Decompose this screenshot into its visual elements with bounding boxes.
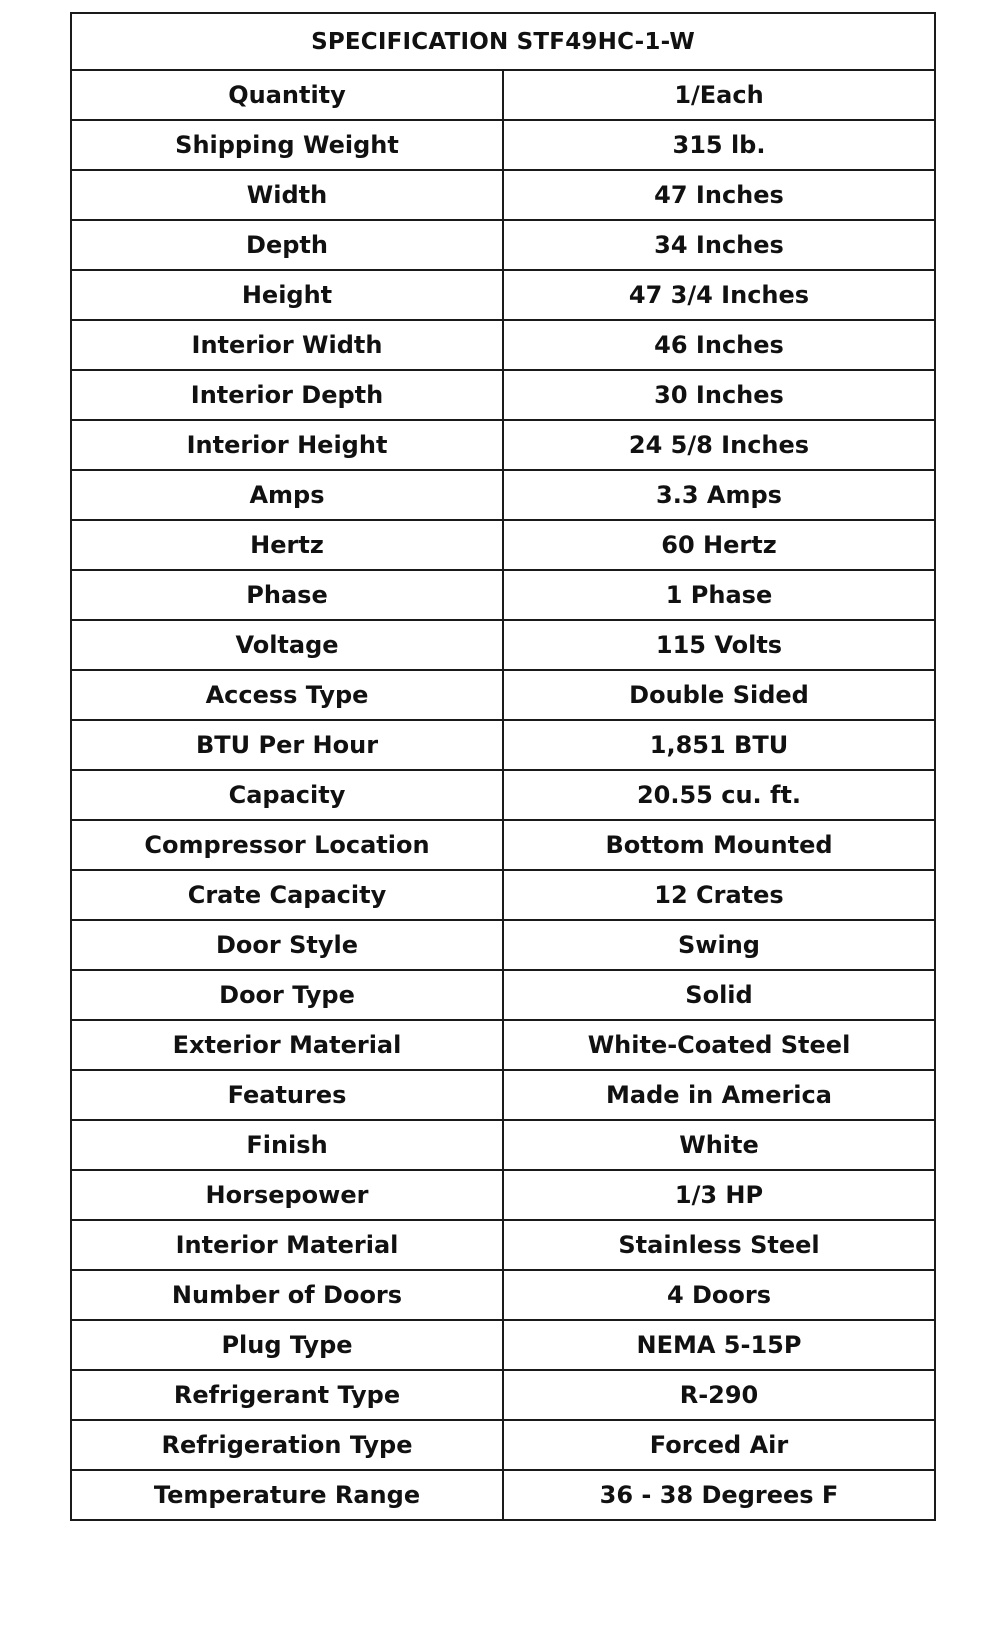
table-row [71, 1270, 935, 1320]
table-row [71, 720, 935, 770]
spec-label: Hertz [71, 520, 503, 570]
spec-value: 1/3 HP [503, 1170, 935, 1220]
table-row [71, 1470, 935, 1520]
table-row [71, 820, 935, 870]
spec-label: Width [71, 170, 503, 220]
spec-label: Access Type [71, 670, 503, 720]
spec-label: Height [71, 270, 503, 320]
specification-title: SPECIFICATION STF49HC-1-W [71, 13, 935, 70]
specification-table [70, 12, 936, 1521]
spec-label: Horsepower [71, 1170, 503, 1220]
specification-rows [71, 70, 935, 1520]
spec-label: Exterior Material [71, 1020, 503, 1070]
table-row [71, 970, 935, 1020]
table-row [71, 1120, 935, 1170]
spec-label: Temperature Range [71, 1470, 503, 1520]
spec-label: Interior Material [71, 1220, 503, 1270]
table-row [71, 1320, 935, 1370]
spec-value: R-290 [503, 1370, 935, 1420]
spec-value: Solid [503, 970, 935, 1020]
table-row [71, 70, 935, 120]
spec-value: 30 Inches [503, 370, 935, 420]
spec-value: 12 Crates [503, 870, 935, 920]
spec-value: 46 Inches [503, 320, 935, 370]
table-row [71, 870, 935, 920]
spec-label: Finish [71, 1120, 503, 1170]
spec-label: Interior Depth [71, 370, 503, 420]
table-row [71, 1220, 935, 1270]
spec-label: Refrigeration Type [71, 1420, 503, 1470]
spec-label: Capacity [71, 770, 503, 820]
spec-value: White-Coated Steel [503, 1020, 935, 1070]
spec-value: NEMA 5-15P [503, 1320, 935, 1370]
spec-value: 24 5/8 Inches [503, 420, 935, 470]
spec-value: 47 3/4 Inches [503, 270, 935, 320]
spec-value: 4 Doors [503, 1270, 935, 1320]
spec-value: Stainless Steel [503, 1220, 935, 1270]
spec-value: 3.3 Amps [503, 470, 935, 520]
spec-value: 47 Inches [503, 170, 935, 220]
spec-value: 34 Inches [503, 220, 935, 270]
spec-label: Door Style [71, 920, 503, 970]
table-row [71, 920, 935, 970]
spec-value: 115 Volts [503, 620, 935, 670]
spec-value: White [503, 1120, 935, 1170]
spec-label: Crate Capacity [71, 870, 503, 920]
spec-label: Number of Doors [71, 1270, 503, 1320]
table-row [71, 1020, 935, 1070]
table-row [71, 320, 935, 370]
table-row [71, 1420, 935, 1470]
table-row [71, 1170, 935, 1220]
table-row [71, 670, 935, 720]
table-row [71, 1370, 935, 1420]
table-row [71, 370, 935, 420]
spec-value: 36 - 38 Degrees F [503, 1470, 935, 1520]
spec-label: Plug Type [71, 1320, 503, 1370]
table-header-row [71, 13, 935, 70]
table-row [71, 520, 935, 570]
table-row [71, 470, 935, 520]
table-row [71, 1070, 935, 1120]
spec-value: 1 Phase [503, 570, 935, 620]
spec-value: 60 Hertz [503, 520, 935, 570]
spec-label: Interior Width [71, 320, 503, 370]
spec-label: Shipping Weight [71, 120, 503, 170]
table-row [71, 120, 935, 170]
spec-label: Voltage [71, 620, 503, 670]
spec-label: BTU Per Hour [71, 720, 503, 770]
table-row [71, 420, 935, 470]
spec-value: Forced Air [503, 1420, 935, 1470]
spec-value: Bottom Mounted [503, 820, 935, 870]
spec-value: 315 lb. [503, 120, 935, 170]
spec-value: 20.55 cu. ft. [503, 770, 935, 820]
spec-label: Depth [71, 220, 503, 270]
spec-value: Double Sided [503, 670, 935, 720]
spec-value: Swing [503, 920, 935, 970]
spec-label: Door Type [71, 970, 503, 1020]
spec-label: Refrigerant Type [71, 1370, 503, 1420]
spec-value: 1,851 BTU [503, 720, 935, 770]
spec-label: Features [71, 1070, 503, 1120]
table-row [71, 270, 935, 320]
table-row [71, 570, 935, 620]
table-row [71, 770, 935, 820]
spec-value: 1/Each [503, 70, 935, 120]
table-row [71, 220, 935, 270]
table-row [71, 620, 935, 670]
table-row [71, 170, 935, 220]
spec-value: Made in America [503, 1070, 935, 1120]
spec-label: Compressor Location [71, 820, 503, 870]
spec-label: Quantity [71, 70, 503, 120]
spec-label: Interior Height [71, 420, 503, 470]
spec-label: Phase [71, 570, 503, 620]
spec-label: Amps [71, 470, 503, 520]
